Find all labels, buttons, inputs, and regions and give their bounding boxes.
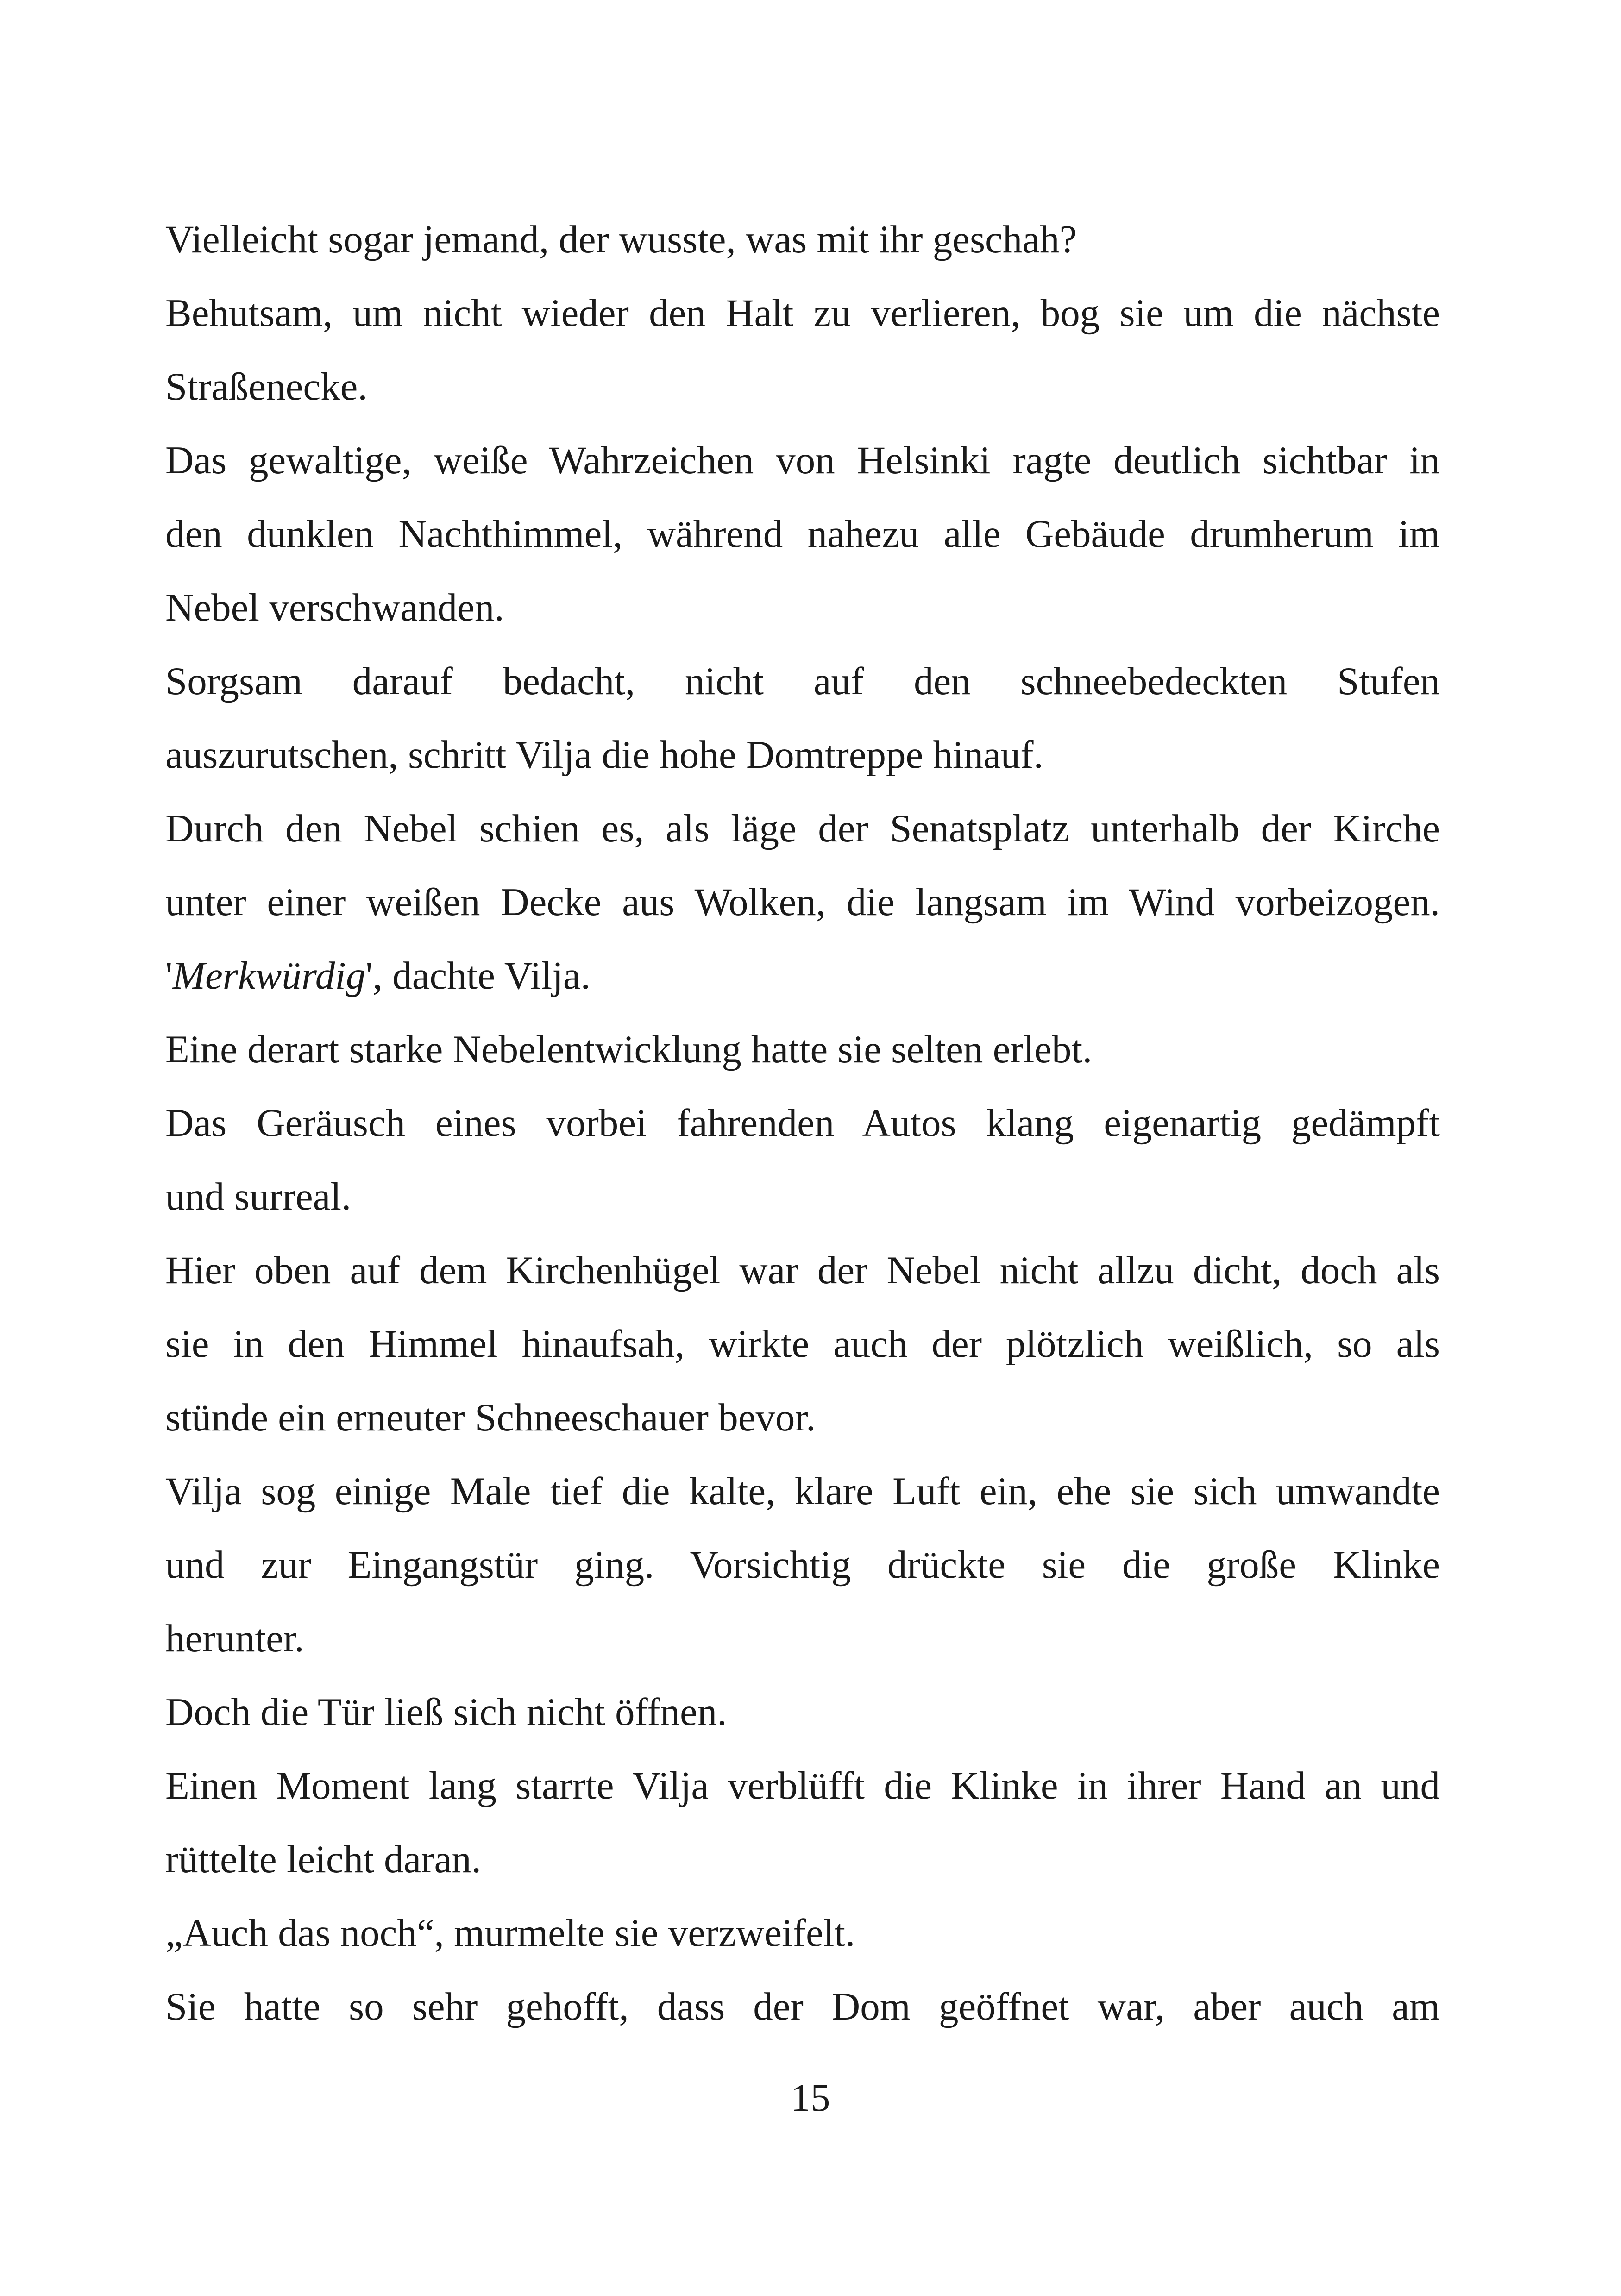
text-line: herunter.	[165, 1617, 304, 1660]
text-segment: ', dachte Vilja.	[365, 954, 591, 997]
text-line: Vilja sog einige Male tief die kalte, klare Luft ein, ehe sie sich umwandte	[165, 1469, 1440, 1513]
text-line: rüttelte leicht daran.	[165, 1838, 482, 1881]
text-line: Nebel verschwanden.	[165, 586, 504, 629]
text-segment: '	[165, 954, 173, 997]
text-line: unter einer weißen Decke aus Wolken, die langsam im Wind vorbeizogen.	[165, 880, 1440, 924]
text-line: Straßenecke.	[165, 365, 368, 408]
text-line: den dunklen Nachthimmel, während nahezu alle Gebäude drumherum im	[165, 512, 1440, 556]
text-line: Sie hatte so sehr gehofft, dass der Dom geöffnet war, aber auch am	[165, 1985, 1440, 2028]
text-line: Vielleicht sogar jemand, der wusste, was mit ihr geschah?	[165, 218, 1077, 261]
text-line: Das Geräusch eines vorbei fahrenden Autos klang eigenartig gedämpft	[165, 1101, 1440, 1145]
text-line: Durch den Nebel schien es, als läge der Senatsplatz unterhalb der Kirche	[165, 807, 1440, 850]
page-number: 15	[791, 2076, 830, 2120]
body-text	[165, 203, 1440, 2044]
italic-word: Merkwürdig	[172, 954, 366, 997]
text-line: Das gewaltige, weiße Wahrzeichen von Helsinki ragte deutlich sichtbar in	[165, 439, 1440, 482]
text-line: auszurutschen, schritt Vilja die hohe Domtreppe hinauf.	[165, 733, 1043, 777]
text-line: Eine derart starke Nebelentwicklung hatte sie selten erlebt.	[165, 1028, 1093, 1071]
text-line: Einen Moment lang starrte Vilja verblüfft die Klinke in ihrer Hand an und	[165, 1764, 1440, 1807]
text-line: und surreal.	[165, 1175, 352, 1218]
text-line	[165, 939, 1440, 1013]
text-line: stünde ein erneuter Schneeschauer bevor.	[165, 1396, 816, 1439]
text-line: Sorgsam darauf bedacht, nicht auf den schneebedeckten Stufen	[165, 659, 1440, 703]
text-line: Doch die Tür ließ sich nicht öffnen.	[165, 1690, 727, 1734]
text-line: „Auch das noch“, murmelte sie verzweifelt.	[165, 1911, 855, 1955]
text-line: sie in den Himmel hinaufsah, wirkte auch der plötzlich weißlich, so als	[165, 1322, 1440, 1366]
text-line: und zur Eingangstür ging. Vorsichtig drückte sie die große Klinke	[165, 1543, 1440, 1587]
text-line: Hier oben auf dem Kirchenhügel war der Nebel nicht allzu dicht, doch als	[165, 1248, 1440, 1292]
text-line: Behutsam, um nicht wieder den Halt zu verlieren, bog sie um die nächste	[165, 291, 1440, 335]
